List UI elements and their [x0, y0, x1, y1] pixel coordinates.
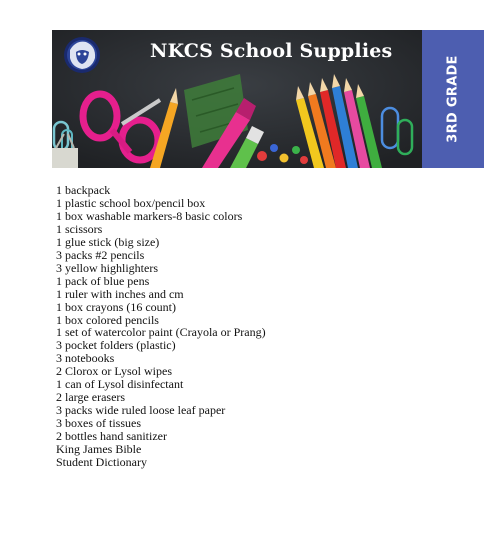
list-item: 1 ruler with inches and cm — [56, 286, 184, 301]
lion-head-icon — [64, 37, 100, 73]
list-item: 2 large erasers — [56, 390, 126, 405]
supply-list — [56, 184, 266, 469]
list-item: 1 pack of blue pens — [56, 273, 150, 288]
list-item: King James Bible — [56, 442, 142, 457]
list-item: 1 backpack — [56, 183, 111, 197]
list-item: 1 scissors — [56, 221, 103, 236]
list-item: 1 can of Lysol disinfectant — [56, 377, 184, 392]
list-item: 3 packs wide ruled loose leaf paper — [56, 403, 226, 418]
list-item: 1 plastic school box/pencil box — [56, 195, 206, 210]
list-item: 3 notebooks — [56, 351, 115, 366]
list-item: 1 box crayons (16 count) — [56, 299, 176, 314]
grade-tab — [422, 30, 484, 168]
list-item: 2 Clorox or Lysol wipes — [56, 364, 172, 379]
list-item: 1 glue stick (big size) — [56, 234, 160, 249]
header-banner — [52, 30, 484, 168]
list-item: 3 boxes of tissues — [56, 416, 141, 431]
list-item: 1 set of watercolor paint (Crayola or Prang) — [56, 325, 266, 340]
list-item: 3 pocket folders (plastic) — [56, 338, 176, 353]
list-item: 3 yellow highlighters — [56, 260, 158, 275]
list-item: 1 box washable markers-8 basic colors — [56, 208, 243, 223]
banner-title: NKCS School Supplies — [150, 40, 393, 62]
grade-label: 3RD GRADE — [445, 55, 461, 143]
list-item: 1 box colored pencils — [56, 312, 159, 327]
list-item: 3 packs #2 pencils — [56, 247, 145, 262]
list-item: Student Dictionary — [56, 455, 147, 470]
list-item: 2 bottles hand sanitizer — [56, 429, 167, 444]
